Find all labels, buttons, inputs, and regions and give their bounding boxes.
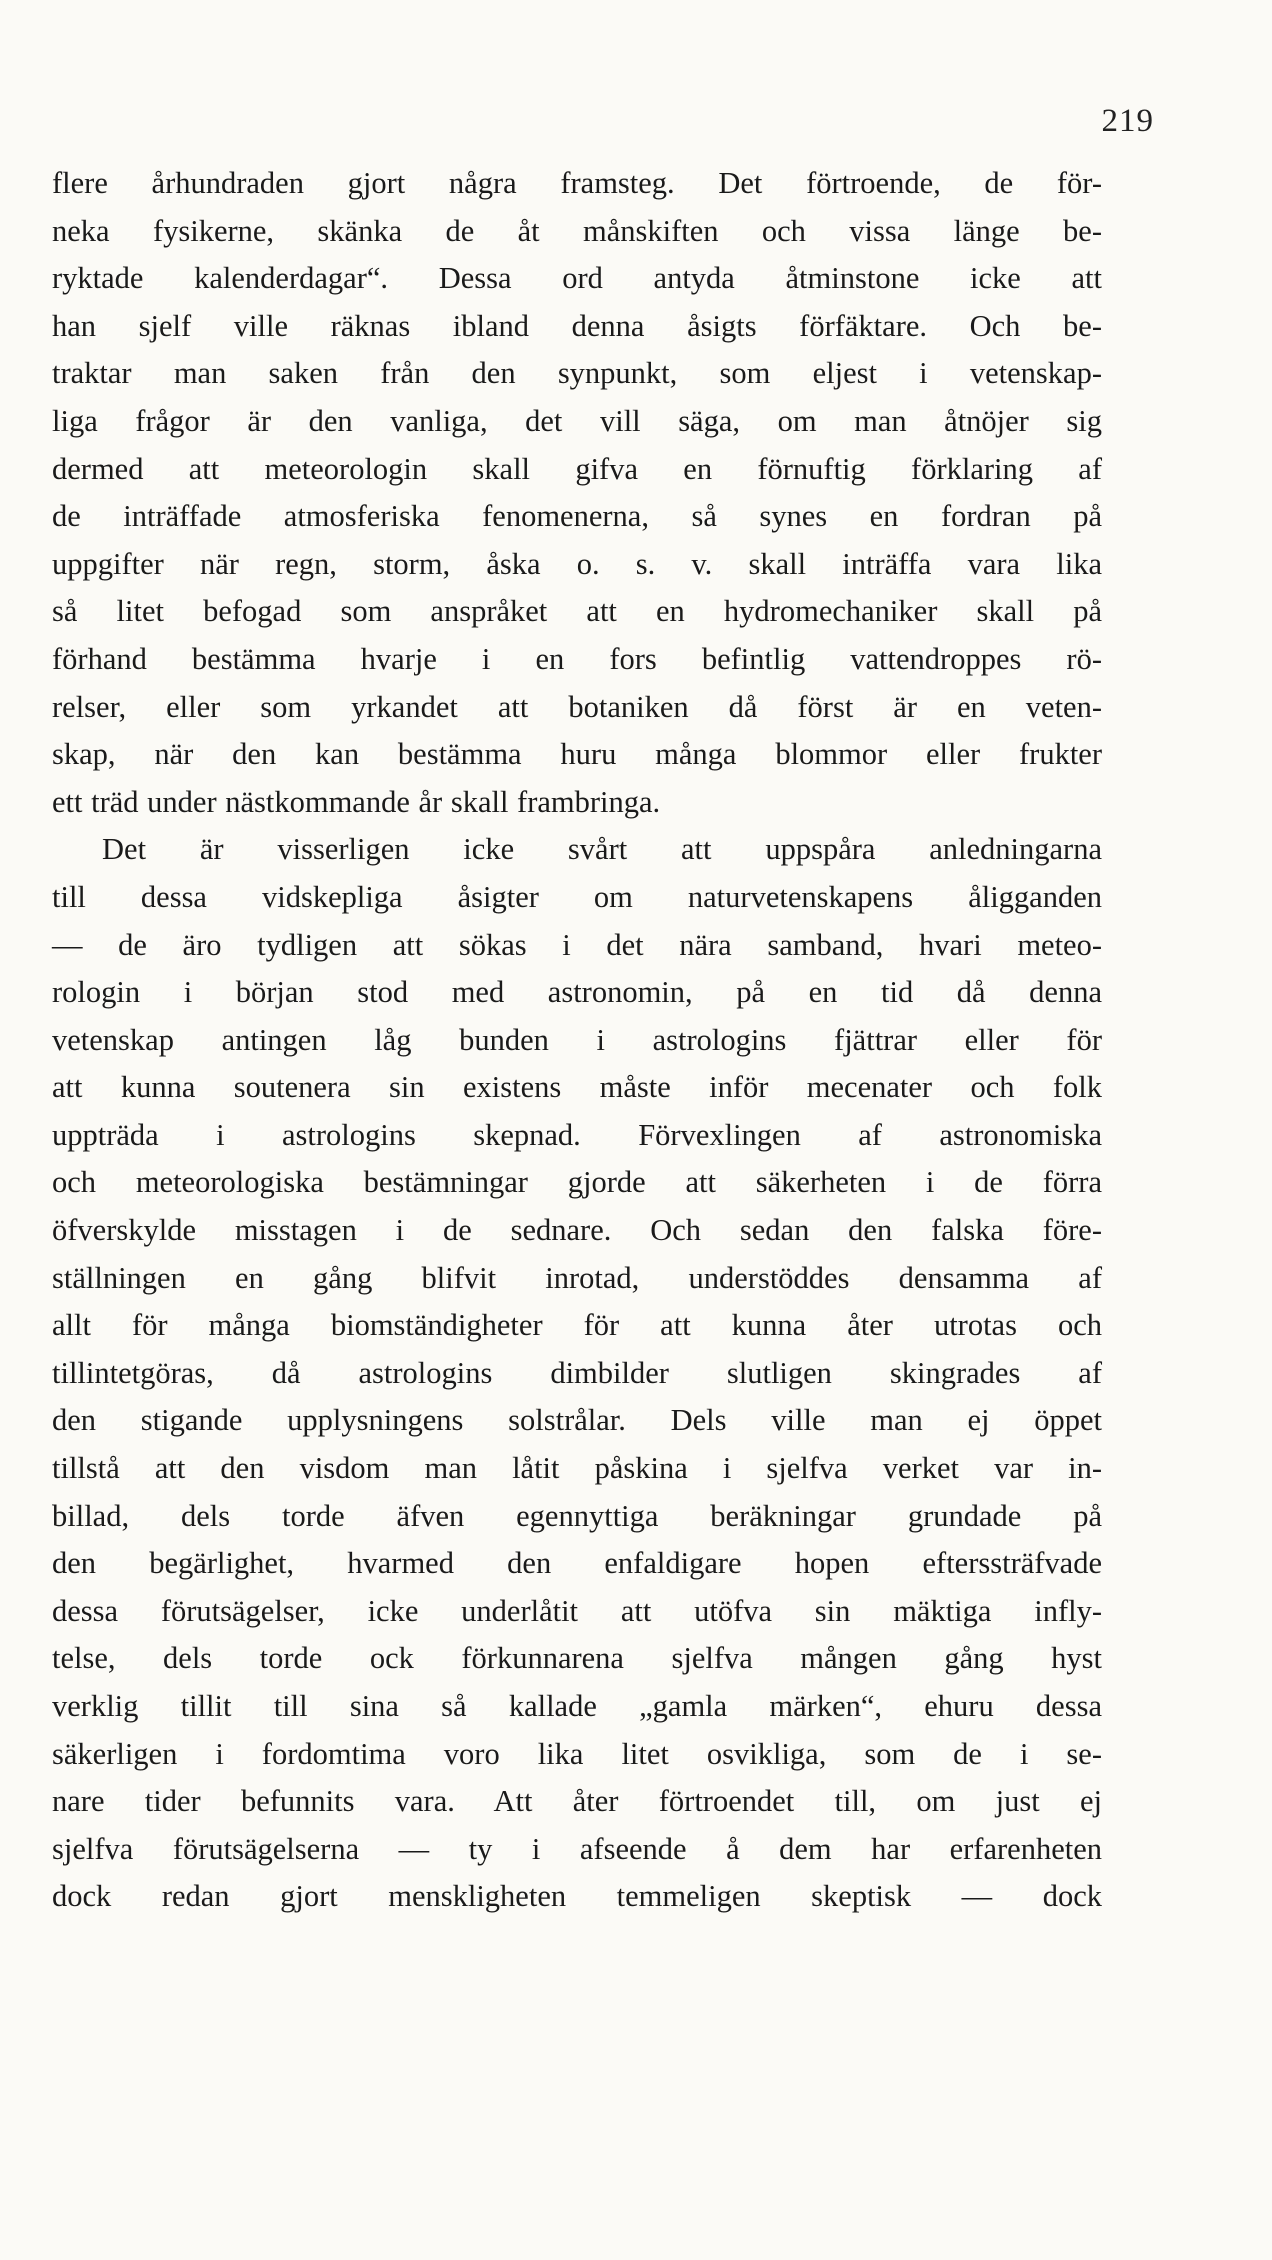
paragraph-1	[52, 160, 1102, 826]
text-line: den begärlighet, hvarmed den enfaldigare hopen efterssträfvade	[52, 1546, 1102, 1581]
text-line: telse, dels torde ock förkunnarena sjelfva mången gång hyst	[52, 1641, 1102, 1676]
text-line: rologin i början stod med astronomin, på en tid då denna	[52, 975, 1102, 1010]
text-line: neka fysikerne, skänka de åt månskiften och vissa länge be-	[52, 213, 1102, 248]
text-line: att kunna soutenera sin existens måste inför mecenater och folk	[52, 1070, 1102, 1105]
text-line: Det är visserligen icke svårt att uppspåra anledningarna	[102, 832, 1102, 867]
paragraph-2	[52, 826, 1102, 1921]
text-line: och meteorologiska bestämningar gjorde att säkerheten i de förra	[52, 1165, 1102, 1200]
text-line: säkerligen i fordomtima voro lika litet osvikliga, som de i se-	[52, 1736, 1102, 1771]
text-line: de inträffade atmosferiska fenomenerna, så synes en fordran på	[52, 499, 1102, 534]
text-line: uppträda i astrologins skepnad. Förvexlingen af astronomiska	[52, 1117, 1102, 1152]
text-line: relser, eller som yrkandet att botaniken då först är en veten-	[52, 689, 1102, 724]
text-line: till dessa vidskepliga åsigter om naturvetenskapens åligganden	[52, 879, 1102, 914]
text-line: ställningen en gång blifvit inrotad, understöddes densamma af	[52, 1260, 1102, 1295]
text-line: tillstå att den visdom man låtit påskina i sjelfva verket var in-	[52, 1451, 1102, 1486]
text-line: tillintetgöras, då astrologins dimbilder slutligen skingrades af	[52, 1355, 1102, 1390]
text-line: liga frågor är den vanliga, det vill säga, om man åtnöjer sig	[52, 403, 1102, 438]
text-line: skap, när den kan bestämma huru många blommor eller frukter	[52, 737, 1102, 772]
text-line: sjelfva förutsägelserna — ty i afseende å dem har erfarenheten	[52, 1831, 1102, 1866]
text-line: nare tider befunnits vara. Att åter förtroendet till, om just ej	[52, 1784, 1102, 1819]
body-text	[52, 160, 1102, 1921]
text-line: verklig tillit till sina så kallade „gamla märken“, ehuru dessa	[52, 1689, 1102, 1723]
text-line: flere århundraden gjort några framsteg. Det förtroende, de för-	[52, 166, 1102, 200]
text-line: vetenskap antingen låg bunden i astrologins fjättrar eller för	[52, 1022, 1102, 1057]
text-line: dock redan gjort menskligheten temmeligen skeptisk — dock	[52, 1879, 1102, 1914]
text-line: förhand bestämma hvarje i en fors befintlig vattendroppes rö-	[52, 641, 1102, 676]
text-line: dermed att meteorologin skall gifva en förnuftig förklaring af	[52, 451, 1102, 486]
text-line: öfverskylde misstagen i de sednare. Och sedan den falska före-	[52, 1213, 1102, 1248]
text-line: så litet befogad som anspråket att en hydromechaniker skall på	[52, 594, 1102, 629]
text-line: han sjelf ville räknas ibland denna åsigts förfäktare. Och be-	[52, 308, 1102, 343]
text-line: traktar man saken från den synpunkt, som eljest i vetenskap-	[52, 356, 1102, 391]
page-number: 219	[1101, 103, 1154, 139]
text-line: allt för många biomständigheter för att kunna åter utrotas och	[52, 1308, 1102, 1343]
text-line: den stigande upplysningens solstrålar. Dels ville man ej öppet	[52, 1403, 1102, 1438]
text-line: dessa förutsägelser, icke underlåtit att utöfva sin mäktiga infly-	[52, 1593, 1102, 1628]
text-line: ryktade kalenderdagar“. Dessa ord antyda åtminstone icke att	[52, 261, 1102, 296]
text-line: billad, dels torde äfven egennyttiga beräkningar grundade på	[52, 1498, 1102, 1533]
text-line: uppgifter när regn, storm, åska o. s. v. skall inträffa vara lika	[52, 546, 1102, 581]
text-line: — de äro tydligen att sökas i det nära samband, hvari meteo-	[52, 927, 1102, 962]
text-line: ett träd under nästkommande år skall frambringa.	[52, 784, 661, 819]
